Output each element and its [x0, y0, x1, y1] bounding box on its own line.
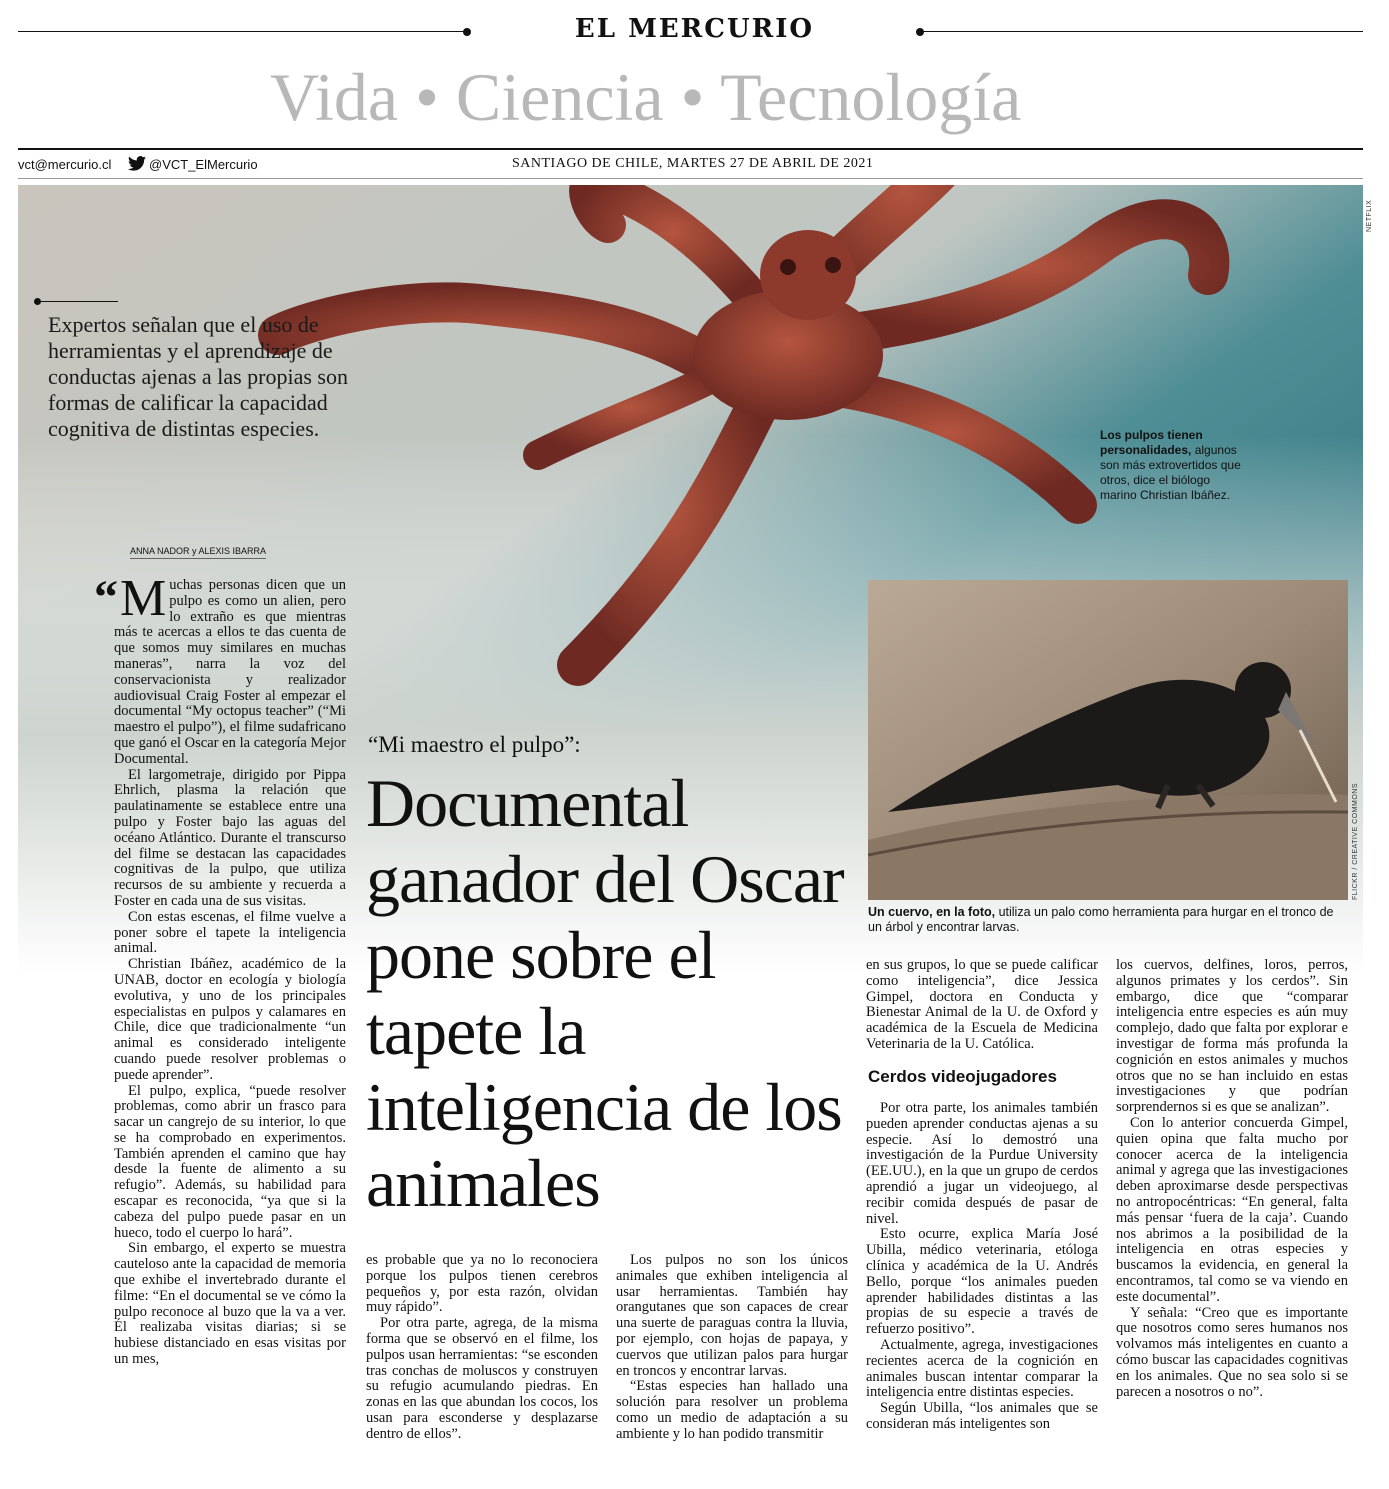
column-5 — [1116, 958, 1348, 1400]
col1-p2: El largometraje, dirigido por Pippa Ehrlich, plasma la relación que paulatinamente se establece entre una pulpo y Foster bajo las aguas del océano Atlántico. Durante el transcurso del filme se destacan las capacidades cognitivas de la pulpo, que utiliza recursos de su ambiente y recuerda a Foster en cada una de sus visitas. — [114, 766, 346, 909]
infobar-rule — [18, 178, 1363, 179]
col5-p1: los cuervos, delfines, loros, perros, algunos primates y los cerdos”. Sin embargo, dice que “comparar inteligencia entre especies es aún muy complejo, dado que falta por explorar e investigar de forma más profunda la cognición en estos animales y muchos otros que no se han incluido en estas investigaciones y que podrían sorprendernos si es que se analizan”. — [1116, 957, 1348, 1116]
col1-p5: El pulpo, explica, “puede resolver problemas, como abrir un frasco para sacar un cangrejo de su interior, lo que se ha comprobado en experimentos. También aprenden el camino que hay desde la fuente de alimento a su refugio”. Además, su habilidad para escapar es reconocida, “ya que si la cabeza del pulpo puede pasar en un hueco, todo el cuerpo lo hará”. — [114, 1082, 346, 1241]
column-3 — [616, 1253, 848, 1443]
headline: Documental ganador del Oscar pone sobre el tapete la inteligencia de los animales — [366, 765, 844, 1221]
col5-p2: Con lo anterior concuerda Gimpel, quien opina que falta mucho por conocer acerca de la inteligencia animal y agrega que las investigaciones deben aproximarse desde perspectivas no antropocéntricas: “En general, falta más pensar ‘fuera de la caja’. Cuando nos abrimos a la posibilidad de la inteligencia en otras especies y buscamos la evidencia, en general la encontramos, tal como se va viendo en este documental”. — [1116, 1114, 1348, 1305]
col3-p1: Los pulpos no son los únicos animales que exhiben inteligencia al usar herramientas. También hay orangutanes que son capaces de crear una suerte de paraguas contra la lluvia, por ejemplo, con hojas de papaya, y cuervos que utilizan palos para hurgar en troncos y encontrar larvas. — [616, 1252, 848, 1379]
newspaper-title: EL MERCURIO — [574, 14, 815, 44]
opening-quote: “ — [94, 571, 118, 624]
octopus-caption — [1100, 428, 1250, 503]
twitter-handle[interactable]: @VCT_ElMercurio — [149, 157, 258, 172]
col4-p2: Por otra parte, los animales también pueden aprender conductas ajenas a su especie. Así lo demostró una investigación de la Purdue University (EE.UU.), en la que un grupo de cerdos aprendió a jugar un videojuego, al recibir comida después de pasar de nivel. — [866, 1100, 1098, 1227]
octopus-photo-credit: NETFLIX — [1366, 199, 1373, 232]
column-4-continued — [866, 1101, 1098, 1433]
section-title: Vida • Ciencia • Tecnología — [270, 59, 1022, 135]
col1-p6: Sin embargo, el experto se muestra cauteloso ante la capacidad de memoria que exhibe el invertebrado durante el filme: “En el documental se ve cómo la pulpo reconoce al buzo que la va a ver. Él realizaba visitas diarias; si se hubiese distanciado en esas visitas por un mes, — [114, 1240, 346, 1368]
column-4 — [866, 958, 1098, 1053]
article-lede: Expertos señalan que el uso de herramientas y el aprendizaje de conductas ajenas a las propias son formas de calificar la capacidad cognitiva de distintas especies. — [48, 312, 348, 441]
subhead: Cerdos videojugadores — [868, 1067, 1057, 1086]
crow-caption-text: utiliza un palo como herramienta para hurgar en el tronco de un árbol y encontrar larvas. — [868, 905, 1334, 934]
issue-date: SANTIAGO DE CHILE, MARTES 27 DE ABRIL DE 2021 — [512, 156, 874, 171]
octopus-caption-bold: Los pulpos tienen personalidades, — [1100, 428, 1203, 457]
column-1 — [94, 570, 346, 1368]
crow-caption-bold: Un cuervo, en la foto, — [868, 905, 996, 919]
crow-photo-credit: FLICKR / CREATIVE COMMONS — [1352, 783, 1359, 900]
col3-p2: “Estas especies han hallado una solución para resolver un problema como un medio de adaptación a su ambiente y lo han podido transmitir — [616, 1378, 848, 1442]
twitter-icon — [128, 156, 146, 176]
col5-p3: Y señala: “Creo que es importante que nosotros como seres humanos nos volvamos más inteligentes en cuanto a cómo buscar las capacidades cognitivas en los animales. Que no sea solo si se parecen a nosotros o no”. — [1116, 1304, 1348, 1400]
col1-p3: Con estas escenas, el filme vuelve a poner sobre el tapete la inteligencia animal. — [114, 908, 346, 957]
col1-p4: Christian Ibáñez, académico de la UNAB, doctor en ecología y biología evolutiva, y uno de los principales especialistas en pulpos y calamares en Chile, dice que tradicionalmente “un animal es considerado inteligente cuando puede resolver problemas o puede aprender”. — [114, 956, 346, 1083]
octopus-caption-text: algunos son más extrovertidos que otros, dice el biólogo marino Christian Ibáñez. — [1100, 443, 1241, 502]
byline: ANNA NADOR y ALEXIS IBARRA — [130, 546, 266, 559]
section-rule — [18, 148, 1363, 150]
crow-caption — [868, 905, 1346, 935]
col2-p2: Por otra parte, agrega, de la misma forma que se observó en el filme, los pulpos usan herramientas: “se esconden tras conchas de moluscos y construyen su refugio acumulando piedras. En zonas en las que abundan los cocos, los usan para esconderse y desplazarse dentro de ellos”. — [366, 1315, 598, 1442]
headline-kicker: “Mi maestro el pulpo”: — [368, 732, 581, 757]
col4-p3: Esto ocurre, explica María José Ubilla, médico veterinaria, etóloga clínica y académica de la U. Andrés Bello, porque “los animales pueden aprender habilidades distintas a las propias de su especie a través de refuerzo positivo”. — [866, 1226, 1098, 1338]
col1-p1: uchas personas dicen que un pulpo es como un alien, pero lo extraño es que mientras más te acercas a ellos te das cuenta de que somos muy similares en muchas maneras”, narra la voz del conservacionista y realizador audiovisual Craig Foster al empezar el documental “My octopus teacher” (“Mi maestro el pulpo”), el filme sudafricano que ganó el Oscar en la categoría Mejor Documental. — [114, 577, 346, 767]
col4-p1: en sus grupos, lo que se puede calificar como inteligencia”, dice Jessica Gimpel, doctora en Conducta y Bienestar Animal de la U. de Oxford y académica de la Escuela de Medicina Veterinaria de la U. Católica. — [866, 957, 1098, 1052]
col2-p1: es probable que ya no lo reconociera porque los pulpos tienen cerebros pequeños y, por esta razón, olvidan muy rápido”. — [366, 1252, 598, 1316]
drop-cap: M — [120, 570, 167, 627]
crow-photo — [868, 580, 1348, 900]
contact-email[interactable]: vct@mercurio.cl — [18, 157, 112, 172]
col4-p4: Actualmente, agrega, investigaciones recientes acerca de la cognición en animales buscan intentar comparar la inteligencia entre distintas especies. — [866, 1336, 1098, 1401]
lede-rule — [40, 301, 118, 302]
column-2 — [366, 1253, 598, 1443]
col4-p5: Según Ubilla, “los animales que se consideran más inteligentes son — [866, 1400, 1098, 1432]
